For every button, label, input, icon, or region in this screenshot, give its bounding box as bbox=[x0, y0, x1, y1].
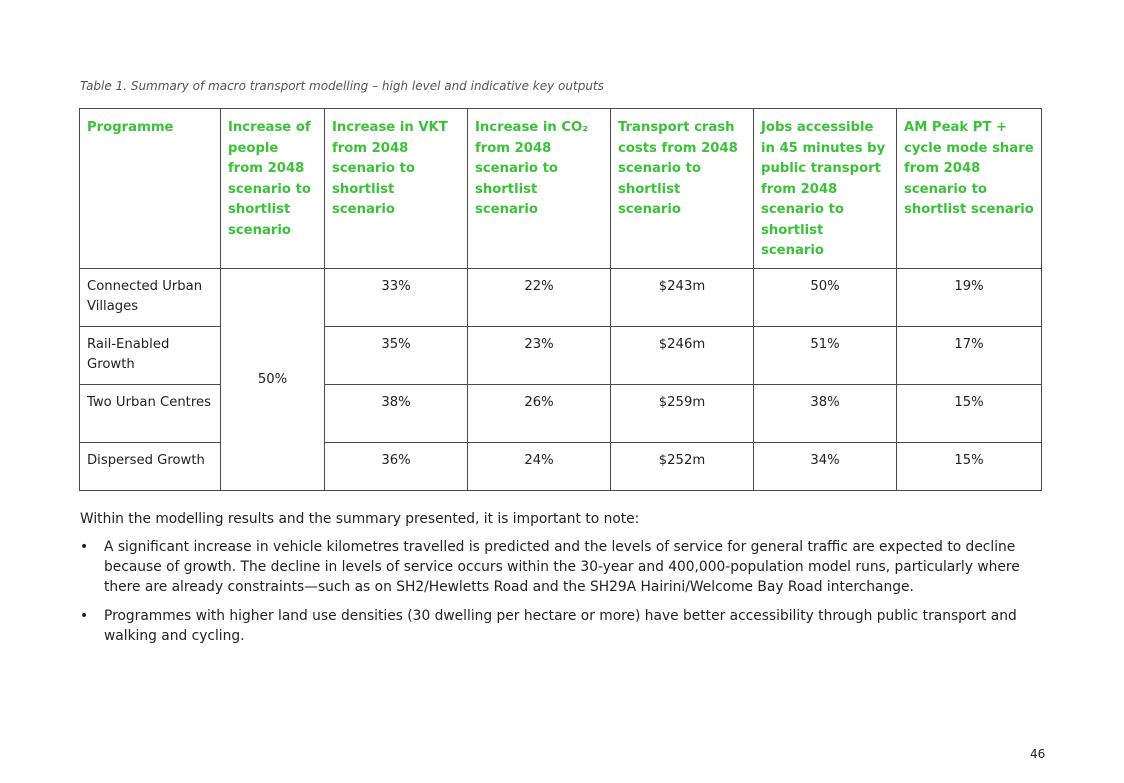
crash-cost-cell: $252m bbox=[611, 442, 754, 490]
co2-cell: 24% bbox=[468, 442, 611, 490]
bullet-icon: • bbox=[80, 539, 89, 555]
page-number: 46 bbox=[1030, 747, 1046, 761]
programme-cell: Connected Urban Villages bbox=[80, 268, 221, 326]
table-caption: Table 1. Summary of macro transport modelling – high level and indicative key outputs bbox=[80, 79, 604, 93]
programme-cell: Two Urban Centres bbox=[80, 384, 221, 442]
mode-share-cell: 17% bbox=[897, 326, 1042, 384]
header-mode-share: AM Peak PT + cycle mode share from 2048 scenario to shortlist scenario bbox=[897, 109, 1042, 269]
list-item bbox=[80, 606, 1040, 646]
table-row bbox=[80, 268, 1042, 326]
co2-cell: 22% bbox=[468, 268, 611, 326]
header-crash-costs: Transport crash costs from 2048 scenario to shortlist scenario bbox=[611, 109, 754, 269]
header-jobs-accessible: Jobs accessible in 45 minutes by public transport from 2048 scenario to shortlist scenario bbox=[754, 109, 897, 269]
vkt-cell: 36% bbox=[325, 442, 468, 490]
table-header-row bbox=[80, 109, 1042, 269]
header-co2-increase: Increase in CO₂ from 2048 scenario to shortlist scenario bbox=[468, 109, 611, 269]
jobs-cell: 50% bbox=[754, 268, 897, 326]
people-increase-cell: 50% bbox=[221, 268, 325, 490]
mode-share-cell: 19% bbox=[897, 268, 1042, 326]
co2-cell: 23% bbox=[468, 326, 611, 384]
note-text: A significant increase in vehicle kilometres travelled is predicted and the levels of service for general traffic are expected to decline because of growth. The decline in levels of service occurs within the 30-year and 400,000-population model runs, particularly where there are already constraints—such as on SH2/Hewletts Road and the SH29A Hairini/Welcome Bay Road interchange. bbox=[104, 539, 1020, 595]
header-people-increase: Increase of people from 2048 scenario to shortlist scenario bbox=[221, 109, 325, 269]
mode-share-cell: 15% bbox=[897, 442, 1042, 490]
notes-list bbox=[80, 537, 1040, 655]
header-vkt-increase: Increase in VKT from 2048 scenario to shortlist scenario bbox=[325, 109, 468, 269]
note-text: Programmes with higher land use densities (30 dwelling per hectare or more) have better accessibility through public transport and walking and cycling. bbox=[104, 608, 1017, 644]
header-programme: Programme bbox=[80, 109, 221, 269]
jobs-cell: 34% bbox=[754, 442, 897, 490]
jobs-cell: 51% bbox=[754, 326, 897, 384]
notes-intro: Within the modelling results and the summary presented, it is important to note: bbox=[80, 511, 640, 527]
programme-cell: Dispersed Growth bbox=[80, 442, 221, 490]
crash-cost-cell: $259m bbox=[611, 384, 754, 442]
programme-cell: Rail-Enabled Growth bbox=[80, 326, 221, 384]
bullet-icon: • bbox=[80, 608, 89, 624]
jobs-cell: 38% bbox=[754, 384, 897, 442]
vkt-cell: 38% bbox=[325, 384, 468, 442]
crash-cost-cell: $243m bbox=[611, 268, 754, 326]
co2-cell: 26% bbox=[468, 384, 611, 442]
mode-share-cell: 15% bbox=[897, 384, 1042, 442]
crash-cost-cell: $246m bbox=[611, 326, 754, 384]
vkt-cell: 33% bbox=[325, 268, 468, 326]
vkt-cell: 35% bbox=[325, 326, 468, 384]
list-item bbox=[80, 537, 1040, 597]
summary-table bbox=[79, 108, 1042, 491]
